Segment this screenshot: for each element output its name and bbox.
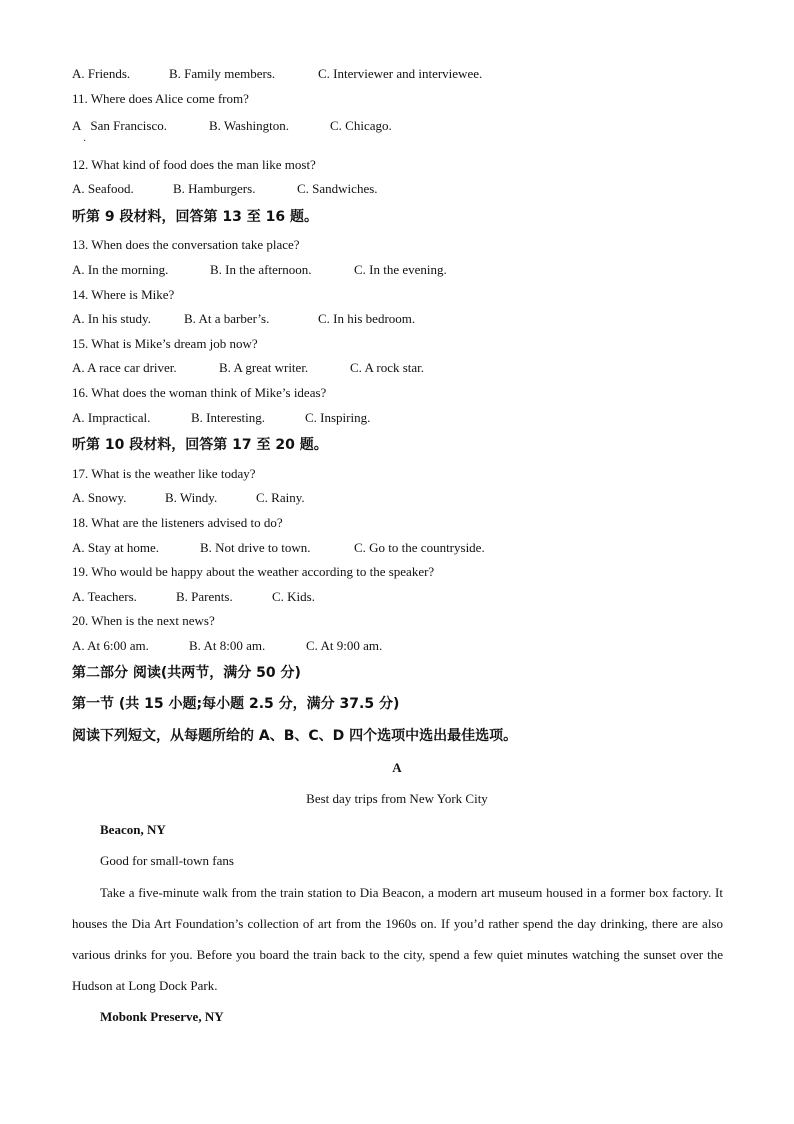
q12-option-c: C. Sandwiches. (297, 181, 378, 196)
q17-option-b: B. Windy. (165, 490, 218, 505)
q14-option-b: B. At a barber’s. (184, 311, 270, 326)
passage-title: Best day trips from New York City (306, 791, 488, 806)
place-heading-mobonk: Mobonk Preserve, NY (100, 1009, 224, 1024)
q20-option-a: A. At 6:00 am. (72, 638, 149, 653)
q15-option-a: A. A race car driver. (72, 360, 177, 375)
place-tagline-beacon: Good for small-town fans (100, 853, 234, 868)
q17-options (72, 490, 305, 506)
q11-option-c: C. Chicago. (330, 118, 392, 133)
q17-question: 17. What is the weather like today? (72, 466, 256, 481)
q11-option-a: A San Francisco. (72, 118, 167, 133)
section-10-header: 听第 10 段材料，回答第 17 至 20 题。 (72, 437, 328, 453)
q11-option-b: B. Washington. (209, 118, 289, 133)
stray-dot-mark: · (83, 136, 87, 147)
q13-question: 13. When does the conversation take place? (72, 237, 300, 252)
q19-option-c: C. Kids. (272, 589, 315, 604)
q18-question: 18. What are the listeners advised to do? (72, 515, 283, 530)
q13-option-b: B. In the afternoon. (210, 262, 312, 277)
q18-option-a: A. Stay at home. (72, 540, 160, 555)
q12-options (72, 181, 378, 197)
passage-paragraph-beacon: Take a five-minute walk from the train station to Dia Beacon, a modern art museum housed in a former box factory. It houses the Dia Art Foundation’s collection of art from the 1960s on. If you’d rather spend the day drinking, there are also various drinks for you. Before you board the train back to the city, spend a few quiet minutes watching the sunset over the Hudson at Long Dock Park. (72, 885, 723, 993)
q15-option-c: C. A rock star. (350, 360, 425, 375)
q20-question: 20. When is the next news? (72, 613, 215, 628)
q14-option-a: A. In his study. (72, 311, 151, 326)
section-1-header: 第一节 (共 15 小题;每小题 2.5 分，满分 37.5 分) (72, 696, 400, 712)
q15-option-b: B. A great writer. (219, 360, 309, 375)
q18-option-b: B. Not drive to town. (200, 540, 311, 555)
q12-option-b: B. Hamburgers. (173, 181, 256, 196)
q19-options (72, 589, 315, 605)
q10-option-b: B. Family members. (169, 66, 276, 81)
q12-question: 12. What kind of food does the man like most? (72, 157, 316, 172)
place-heading-beacon: Beacon, NY (100, 822, 166, 837)
q16-question: 16. What does the woman think of Mike’s ideas? (72, 385, 327, 400)
q16-options (72, 410, 370, 426)
q13-option-c: C. In the evening. (354, 262, 447, 277)
q16-option-c: C. Inspiring. (305, 410, 371, 425)
section-9-header: 听第 9 段材料，回答第 13 至 16 题。 (72, 209, 318, 225)
q18-options (72, 540, 485, 556)
q19-option-b: B. Parents. (176, 589, 233, 604)
q14-option-c: C. In his bedroom. (318, 311, 416, 326)
reading-instructions: 阅读下列短文，从每题所给的 A、B、C、D 四个选项中选出最佳选项。 (72, 728, 518, 744)
q14-question: 14. Where is Mike? (72, 287, 175, 302)
q13-options (72, 262, 447, 278)
passage-letter: A (392, 760, 402, 775)
q17-option-a: A. Snowy. (72, 490, 127, 505)
q19-option-a: A. Teachers. (72, 589, 137, 604)
q10-option-a: A. Friends. (72, 66, 131, 81)
part-2-header: 第二部分 阅读(共两节，满分 50 分) (72, 665, 301, 681)
q11-question: 11. Where does Alice come from? (72, 91, 249, 106)
q10-option-c: C. Interviewer and interviewee. (318, 66, 483, 81)
q10-options (72, 66, 482, 82)
q16-option-b: B. Interesting. (191, 410, 266, 425)
q13-option-a: A. In the morning. (72, 262, 169, 277)
q19-question: 19. Who would be happy about the weather according to the speaker? (72, 564, 435, 579)
q20-option-c: C. At 9:00 am. (306, 638, 383, 653)
q17-option-c: C. Rainy. (256, 490, 305, 505)
q16-option-a: A. Impractical. (72, 410, 151, 425)
q15-options (72, 360, 424, 376)
q15-question: 15. What is Mike’s dream job now? (72, 336, 258, 351)
q14-options (72, 311, 415, 327)
q20-options (72, 638, 382, 654)
q20-option-b: B. At 8:00 am. (189, 638, 266, 653)
q12-option-a: A. Seafood. (72, 181, 134, 196)
q11-options (72, 118, 392, 134)
q18-option-c: C. Go to the countryside. (354, 540, 485, 555)
